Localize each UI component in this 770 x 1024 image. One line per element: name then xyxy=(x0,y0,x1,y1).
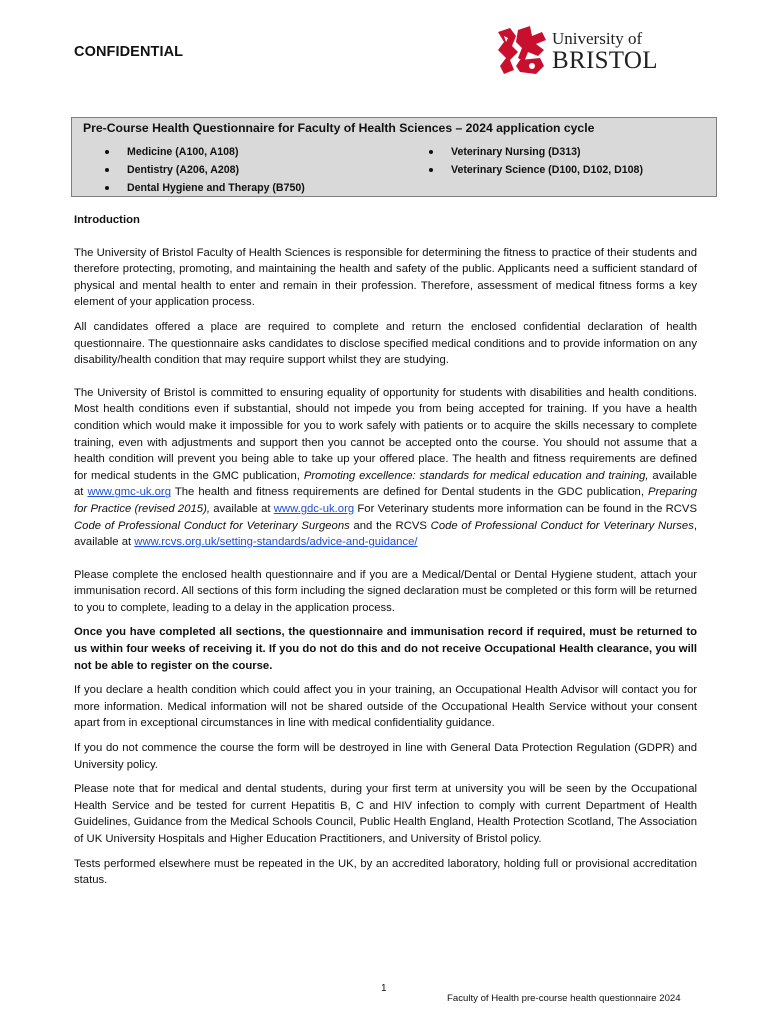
text-run: available at xyxy=(74,469,698,499)
paragraph: Please note that for medical and dental students, during your first term at university you will be seen by the Occupational Health Service and be tested for current Hepatitis B, C and HIV infection to comply with current Department of Health Guidelines, Guidance from the Medical Schools Council, Public Health England, Health Protection Scotland, The Association of UK University Hospitals and Higher Education Practitioners, and University of Bristol policy. xyxy=(74,783,697,845)
section-heading: Introduction xyxy=(74,214,140,226)
paragraph: Tests performed elsewhere must be repeated in the UK, by an accredited laboratory, holding full or provisional accreditation status. xyxy=(74,857,697,887)
course-info-box xyxy=(71,117,717,197)
publication-title: Code of Professional Conduct for Veterinary Surgeons xyxy=(74,519,350,532)
confidential-label: CONFIDENTIAL xyxy=(74,44,184,60)
course-item: Medicine (A100, A108) xyxy=(102,143,305,161)
rcvs-link[interactable]: www.rcvs.org.uk/setting-standards/advice-and-guidance/ xyxy=(134,536,418,549)
publication-title: Preparing for Practice (revised 2015), xyxy=(74,486,698,515)
bristol-crest-icon xyxy=(496,26,548,76)
paragraph: All candidates offered a place are required to complete and return the enclosed confidential declaration of health questionnaire. The questionnaire asks candidates to disclose specified medical conditions and to provide information on any disability/health condition that may require support whilst they are studying. xyxy=(74,320,697,367)
page-number: 1 xyxy=(381,983,387,994)
logo-line-bristol: BRISTOL xyxy=(552,47,658,74)
text-run: For Veterinary students more information can be found in the RCVS xyxy=(354,502,697,515)
university-logo xyxy=(496,26,680,78)
gdc-link[interactable]: www.gdc-uk.org xyxy=(273,502,355,515)
course-item: Dental Hygiene and Therapy (B750) xyxy=(102,179,305,197)
course-list-left xyxy=(102,143,305,197)
text-run: available at xyxy=(209,502,274,515)
course-list-right xyxy=(426,143,643,179)
text-run: , available at xyxy=(74,519,697,549)
publication-title: Code of Professional Conduct for Veterinary Nurses xyxy=(430,519,694,532)
gmc-link[interactable]: www.gmc-uk.org xyxy=(87,486,171,499)
paragraph: The University of Bristol Faculty of Health Sciences is responsible for determining the fitness to practice of their students and therefore protecting, promoting, and maintaining the health and safety of the public. Applicants need a sufficient standard of physical and mental health to enter and remain in their profession. Therefore, assessment of medical fitness forms a key element of your application process. xyxy=(74,246,697,309)
document-body xyxy=(74,212,697,889)
footer-text: Faculty of Health pre-course health questionnaire 2024 xyxy=(447,993,681,1004)
text-run: and the RCVS xyxy=(349,519,431,532)
paragraph: If you do not commence the course the form will be destroyed in line with General Data Protection Regulation (GDPR) and University policy. xyxy=(74,742,697,771)
paragraph: Please complete the enclosed health questionnaire and if you are a Medical/Dental or Dental Hygiene student, attach your immunisation record. All sections of this form including the signed declaration must be completed or this form will be returned to you to complete, leading to a delay in the application process. xyxy=(74,568,697,614)
course-item: Dentistry (A206, A208) xyxy=(102,161,305,179)
questionnaire-title: Pre-Course Health Questionnaire for Faculty of Health Sciences – 2024 application cycle xyxy=(83,121,595,135)
logo-text xyxy=(552,29,658,73)
paragraph: If you declare a health condition which could affect you in your training, an Occupational Health Advisor will contact you for more information. Medical information will not be shared outside of the Occupational Health Service without your consent apart from in exceptional circumstances in line with medical confidentiality guidance. xyxy=(74,684,697,730)
text-run: The health and fitness requirements are defined for Dental students in the GDC publication, xyxy=(170,486,649,499)
publication-title: Promoting excellence: standards for medical education and training, xyxy=(303,469,649,482)
text-run: The University of Bristol is committed to ensuring equality of opportunity for students with disabilities and health conditions. Most health conditions even if substantial, should not impede you from being accepted for training. If you have a health condition which would make it impossible for you to work safely with patients or to acquire the skills necessary to complete training, even with adjustments and support then you cannot be accepted onto the course. You should not assume that a health condition will prevent you being able to take up your offered place. The health and fitness requirements are defined for medical students in the GMC publication, xyxy=(74,386,697,482)
course-item: Veterinary Science (D100, D102, D108) xyxy=(426,161,643,179)
logo-line-university: University of xyxy=(552,29,643,48)
course-item: Veterinary Nursing (D313) xyxy=(426,143,643,161)
important-notice: Once you have completed all sections, the questionnaire and immunisation record if required, must be returned to us within four weeks of receiving it. If you do not do this and do not receive Occupational Health clearance, you will not be able to register on the course. xyxy=(74,626,697,672)
paragraph-requirements xyxy=(74,385,697,551)
